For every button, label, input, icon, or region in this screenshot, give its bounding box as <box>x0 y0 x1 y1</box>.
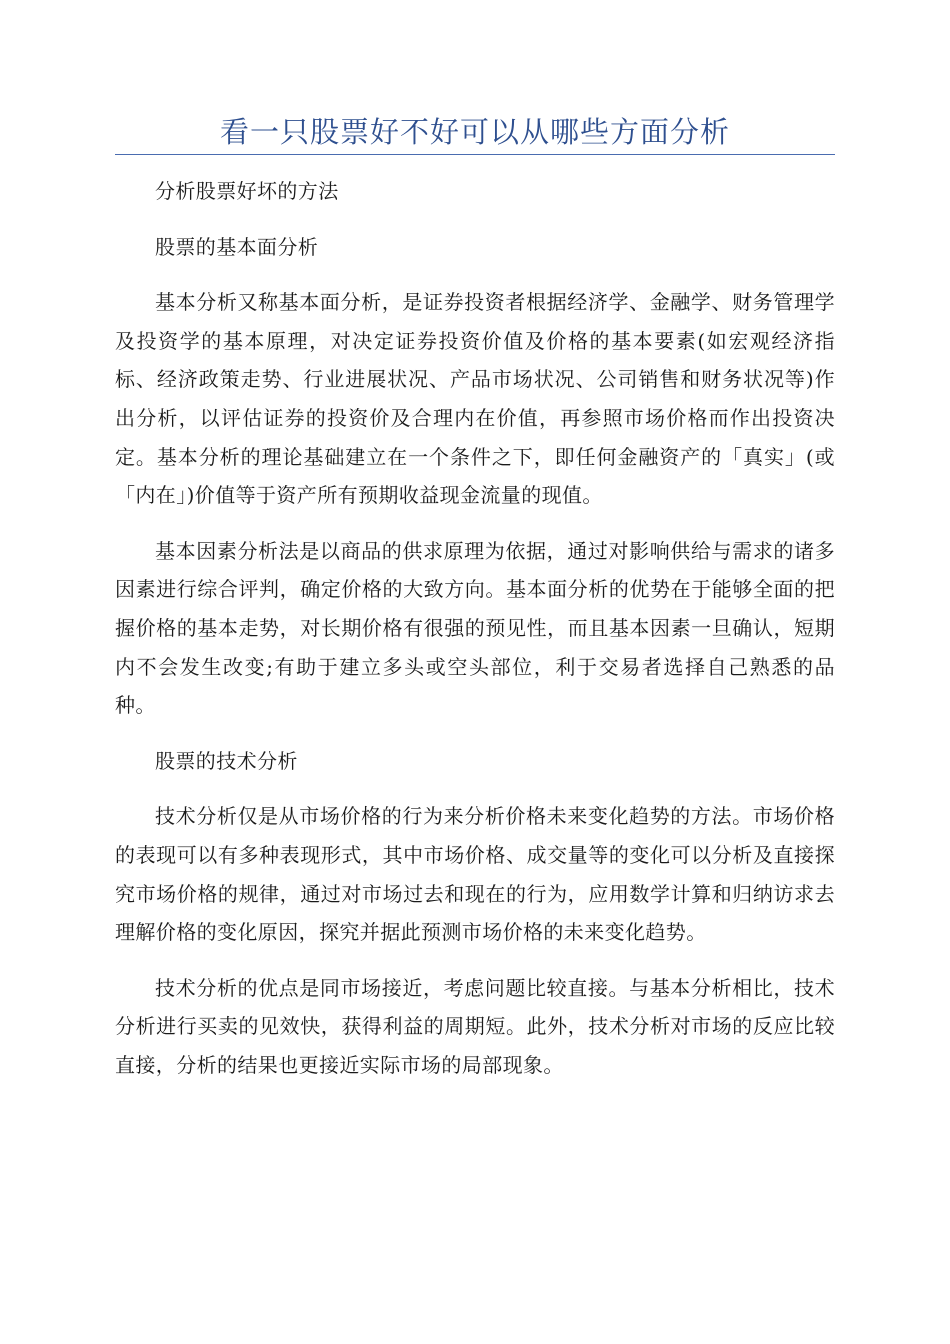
page-title: 看一只股票好不好可以从哪些方面分析 <box>219 115 730 149</box>
document-body <box>115 172 835 1101</box>
section-heading-fundamental: 股票的基本面分析 <box>155 234 319 259</box>
section-heading-technical: 股票的技术分析 <box>155 748 298 773</box>
section-heading-methods: 分析股票好坏的方法 <box>155 179 339 203</box>
paragraph-fundamental-factors: 基本因素分析法是以商品的供求原理为依据，通过对影响供给与需求的诸多因素进行综合评判，确定价格的大致方向。基本面分析的优势在于能够全面的把握价格的基本走势，对长期价格有很强的预见性，而且基本因素一旦确认，短期内不会发生改变;有助于建立多头或空头部位，利于交易者选择自己熟悉的品种。 <box>115 538 835 718</box>
paragraph-technical-definition: 技术分析仅是从市场价格的行为来分析价格未来变化趋势的方法。市场价格的表现可以有多种表现形式，其中市场价格、成交量等的变化可以分析及直接探究市场价格的规律，通过对市场过去和现在的行为，应用数学计算和归纳访求去理解价格的变化原因，探究并据此预测市场价格的未来变化趋势。 <box>115 804 835 945</box>
paragraph-technical-advantages: 技术分析的优点是同市场接近，考虑问题比较直接。与基本分析相比，技术分析进行买卖的见效快，获得利益的周期短。此外，技术分析对市场的反应比较直接，分析的结果也更接近实际市场的局部现象。 <box>115 975 835 1077</box>
paragraph-fundamental-definition: 基本分析又称基本面分析，是证券投资者根据经济学、金融学、财务管理学及投资学的基本原理，对决定证券投资价值及价格的基本要素(如宏观经济指标、经济政策走势、行业进展状况、产品市场状况、公司销售和财务状况等)作出分析，以评估证券的投资价及合理内在价值，再参照市场价格而作出投资决定。基本分析的理论基础建立在一个条件之下，即任何金融资产的「真实」(或「内在」)价值等于资产所有预期收益现金流量的现值。 <box>115 290 835 508</box>
title-underline <box>115 154 835 155</box>
